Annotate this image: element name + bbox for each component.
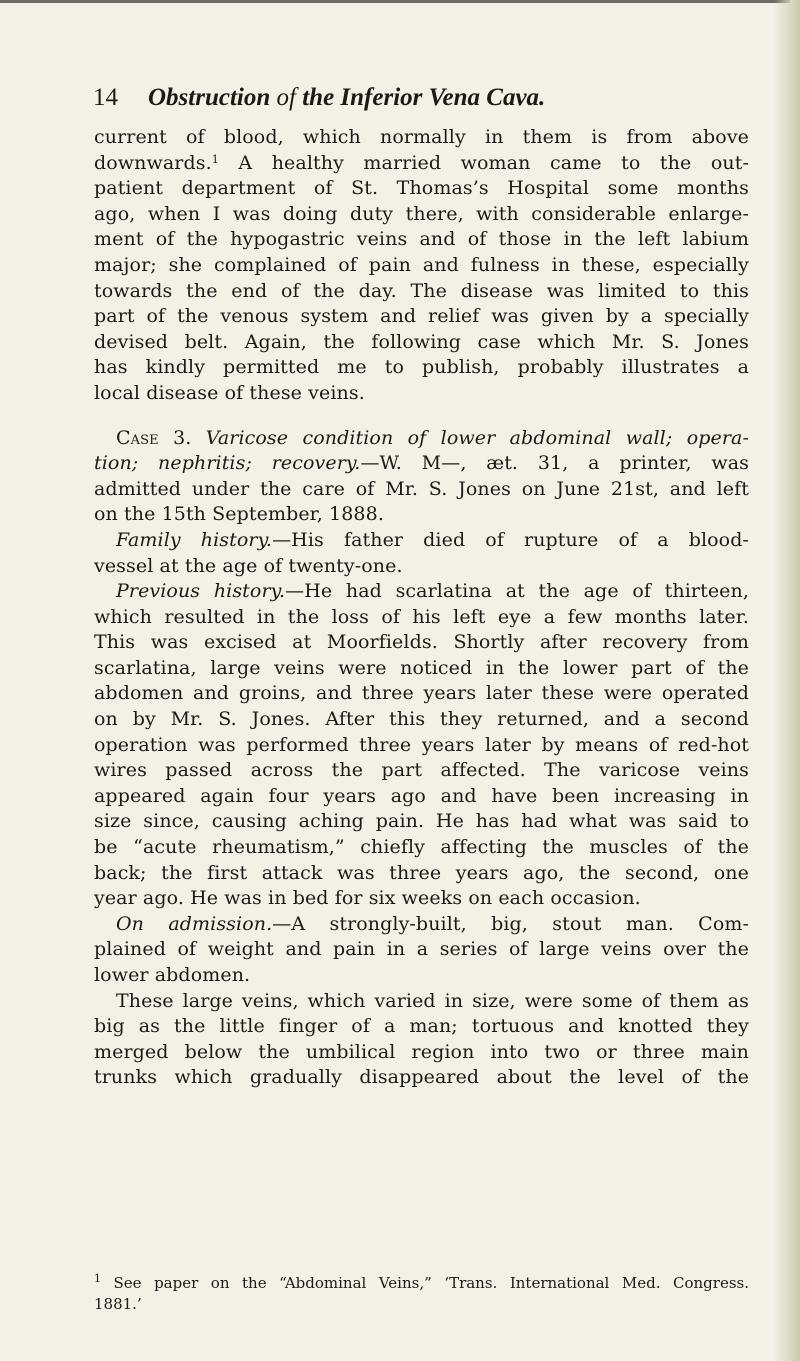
text-line: wires passed across the part affected. The varicose veins [94, 759, 749, 782]
case-label: Case 3. [116, 426, 192, 449]
text-line: patient department of St. Thomas’s Hospital some months [94, 177, 749, 200]
footnote-ref: 1 [211, 152, 219, 166]
text-line: scarlatina, large veins were noticed in the lower part of the [94, 656, 749, 679]
body-text [94, 125, 749, 1091]
text-line: lower abdomen. [94, 964, 251, 986]
footnote-line: $^1$ See paper on the “Abdominal Veins,” ‘Trans. International Med. Congress. [94, 1273, 749, 1292]
text-line: admitted under the care of Mr. S. Jones on June 21st, and left [94, 477, 749, 500]
running-title-part1: Obstruction [148, 84, 271, 111]
text-line: tion; nephritis; recovery.—W. M—, æt. 31, a printer, was [94, 452, 749, 475]
text-line: operation was performed three years later by means of red-hot [94, 733, 749, 756]
text-line: major; she complained of pain and fulness in these, especially [94, 253, 749, 276]
text-line: be “acute rheumatism,” chiefly affecting the muscles of the [94, 836, 749, 859]
text-line: current of blood, which normally in them is from above [94, 126, 749, 148]
text-line: downwards.$^1$ A healthy married woman came to the out- [94, 151, 749, 174]
paragraph-gap [94, 407, 749, 426]
text-line: appeared again four years ago and have been increasing in [94, 784, 749, 807]
text-line: local disease of these veins. [94, 381, 365, 404]
text-line: which resulted in the loss of his left eye a few months later. [94, 605, 749, 628]
text-line: This was excised at Moorfields. Shortly after recovery from [94, 631, 749, 654]
text-line: ago, when I was doing duty there, with considerable enlarge- [94, 202, 749, 225]
running-head [93, 78, 753, 118]
running-title-of: of [276, 84, 296, 111]
text-line: merged below the umbilical region into two or three main [94, 1040, 749, 1063]
page-number: 14 [93, 84, 118, 111]
text-line: trunks which gradually disappeared about the level of the [94, 1066, 749, 1089]
text-line: has kindly permitted me to publish, probably illustrates a [94, 356, 749, 379]
footnote [94, 1273, 749, 1315]
text-line: abdomen and groins, and three years later these were operated [94, 682, 749, 705]
case-heading-line: Case 3. Varicose condition of lower abdominal wall; opera- [116, 426, 749, 449]
footnote-marker: 1 [94, 1273, 101, 1285]
text-line: plained of weight and pain in a series of large veins over the [94, 938, 749, 961]
family-history-line: Family history.—His father died of rupture of a blood- [116, 528, 749, 551]
text-line: vessel at the age of twenty-one. [94, 554, 403, 577]
text-line: ment of the hypogastric veins and of those in the left labium [94, 228, 749, 251]
text-line: on the 15th September, 1888. [94, 503, 384, 526]
on-admission-line: On admission.—A strongly-built, big, stout man. Com- [116, 912, 749, 935]
text-line: on by Mr. S. Jones. After this they returned, and a second [94, 708, 749, 731]
text-line: devised belt. Again, the following case which Mr. S. Jones [94, 330, 749, 353]
text-line: back; the first attack was three years ago, the second, one [94, 861, 749, 884]
footnote-line: 1881.’ [94, 1295, 142, 1313]
text-line: These large veins, which varied in size, were some of them as [116, 989, 749, 1012]
text-line: towards the end of the day. The disease was limited to this [94, 279, 749, 302]
running-title-part2: the Inferior Vena Cava. [302, 84, 546, 111]
text-line: year ago. He was in bed for six weeks on each occasion. [94, 887, 641, 910]
text-line: part of the venous system and relief was given by a specially [94, 305, 749, 328]
text-line: big as the little finger of a man; tortuous and knotted they [94, 1015, 749, 1038]
text-line: size since, causing aching pain. He has had what was said to [94, 810, 749, 833]
previous-history-line: Previous history.—He had scarlatina at the age of thirteen, [116, 580, 749, 603]
